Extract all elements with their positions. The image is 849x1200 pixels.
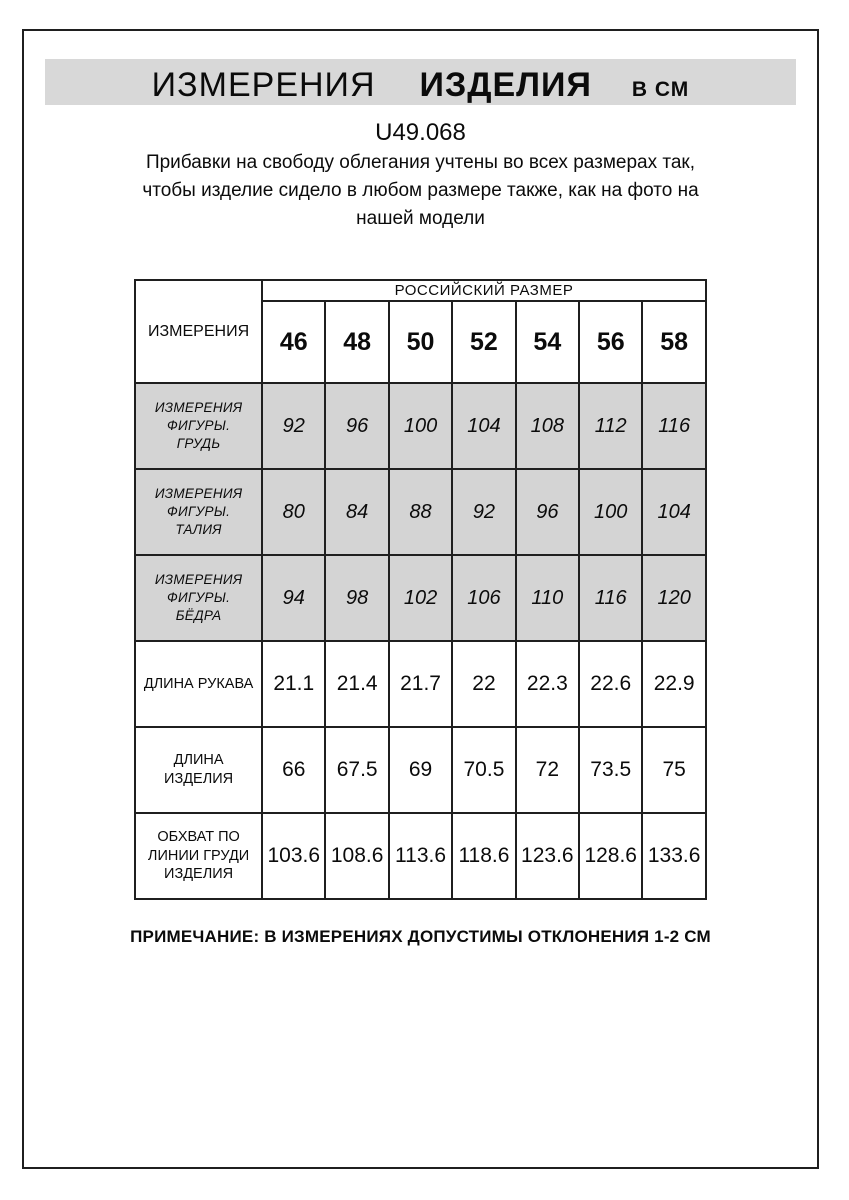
value-cell: 94 — [262, 555, 325, 641]
row-label-cell: ДЛИНА РУКАВА — [135, 641, 262, 727]
value-cell: 22.3 — [516, 641, 579, 727]
size-header-cell: 56 — [579, 301, 642, 383]
value-cell: 96 — [325, 383, 388, 469]
value-cell: 116 — [642, 383, 705, 469]
table-header-group-row — [135, 280, 706, 301]
value-cell: 73.5 — [579, 727, 642, 813]
title-bar — [45, 59, 796, 105]
subtitle-line-3: нашей модели — [356, 208, 485, 229]
value-cell: 113.6 — [389, 813, 452, 899]
value-cell: 133.6 — [642, 813, 705, 899]
corner-header-cell: ИЗМЕРЕНИЯ — [135, 280, 262, 383]
value-cell: 84 — [325, 469, 388, 555]
table-row-chest-girth — [135, 813, 706, 899]
value-cell: 123.6 — [516, 813, 579, 899]
value-cell: 66 — [262, 727, 325, 813]
value-cell: 67.5 — [325, 727, 388, 813]
size-header-cell: 58 — [642, 301, 705, 383]
row-label-cell: ОБХВАТ ПО ЛИНИИ ГРУДИ ИЗДЕЛИЯ — [135, 813, 262, 899]
value-cell: 92 — [262, 383, 325, 469]
size-header-cell: 52 — [452, 301, 515, 383]
row-label-cell: ИЗМЕРЕНИЯ ФИГУРЫ. БЁДРА — [135, 555, 262, 641]
subtitle-line-2: чтобы изделие сидело в любом размере также, как на фото на — [142, 180, 699, 201]
page-title — [152, 66, 690, 105]
value-cell: 21.4 — [325, 641, 388, 727]
value-cell: 104 — [452, 383, 515, 469]
title-product: ИЗДЕЛИЯ — [419, 66, 592, 104]
value-cell: 120 — [642, 555, 705, 641]
table-row-sleeve-length — [135, 641, 706, 727]
value-cell: 100 — [389, 383, 452, 469]
value-cell: 22 — [452, 641, 515, 727]
value-cell: 80 — [262, 469, 325, 555]
table-row-figure-waist — [135, 469, 706, 555]
size-header-cell: 48 — [325, 301, 388, 383]
value-cell: 69 — [389, 727, 452, 813]
page-frame — [22, 29, 819, 1169]
subtitle — [24, 149, 817, 233]
value-cell: 108 — [516, 383, 579, 469]
value-cell: 100 — [579, 469, 642, 555]
value-cell: 72 — [516, 727, 579, 813]
value-cell: 98 — [325, 555, 388, 641]
size-header-cell: 50 — [389, 301, 452, 383]
value-cell: 70.5 — [452, 727, 515, 813]
value-cell: 104 — [642, 469, 705, 555]
row-label-cell: ИЗМЕРЕНИЯ ФИГУРЫ. ГРУДЬ — [135, 383, 262, 469]
table-row-figure-hips — [135, 555, 706, 641]
product-code: U49.068 — [375, 119, 466, 146]
subtitle-line-1: Прибавки на свободу облегания учтены во всех размерах так, — [145, 152, 696, 173]
row-label-cell: ИЗМЕРЕНИЯ ФИГУРЫ. ТАЛИЯ — [135, 469, 262, 555]
value-cell: 108.6 — [325, 813, 388, 899]
value-cell: 128.6 — [579, 813, 642, 899]
group-header-cell: РОССИЙСКИЙ РАЗМЕР — [262, 280, 706, 301]
value-cell: 88 — [389, 469, 452, 555]
row-label-cell: ДЛИНА ИЗДЕЛИЯ — [135, 727, 262, 813]
size-header-cell: 46 — [262, 301, 325, 383]
value-cell: 106 — [452, 555, 515, 641]
title-unit: В СМ — [631, 78, 690, 101]
title-measurements: ИЗМЕРЕНИЯ — [151, 66, 376, 104]
table-row-item-length — [135, 727, 706, 813]
value-cell: 118.6 — [452, 813, 515, 899]
note: ПРИМЕЧАНИЕ: В ИЗМЕРЕНИЯХ ДОПУСТИМЫ ОТКЛОНЕНИЯ 1-2 СМ — [130, 927, 711, 946]
value-cell: 110 — [516, 555, 579, 641]
value-cell: 22.9 — [642, 641, 705, 727]
value-cell: 21.7 — [389, 641, 452, 727]
size-table — [134, 279, 707, 900]
size-header-cell: 54 — [516, 301, 579, 383]
value-cell: 112 — [579, 383, 642, 469]
value-cell: 75 — [642, 727, 705, 813]
value-cell: 102 — [389, 555, 452, 641]
table-row-figure-chest — [135, 383, 706, 469]
value-cell: 116 — [579, 555, 642, 641]
value-cell: 92 — [452, 469, 515, 555]
value-cell: 22.6 — [579, 641, 642, 727]
value-cell: 96 — [516, 469, 579, 555]
value-cell: 21.1 — [262, 641, 325, 727]
value-cell: 103.6 — [262, 813, 325, 899]
